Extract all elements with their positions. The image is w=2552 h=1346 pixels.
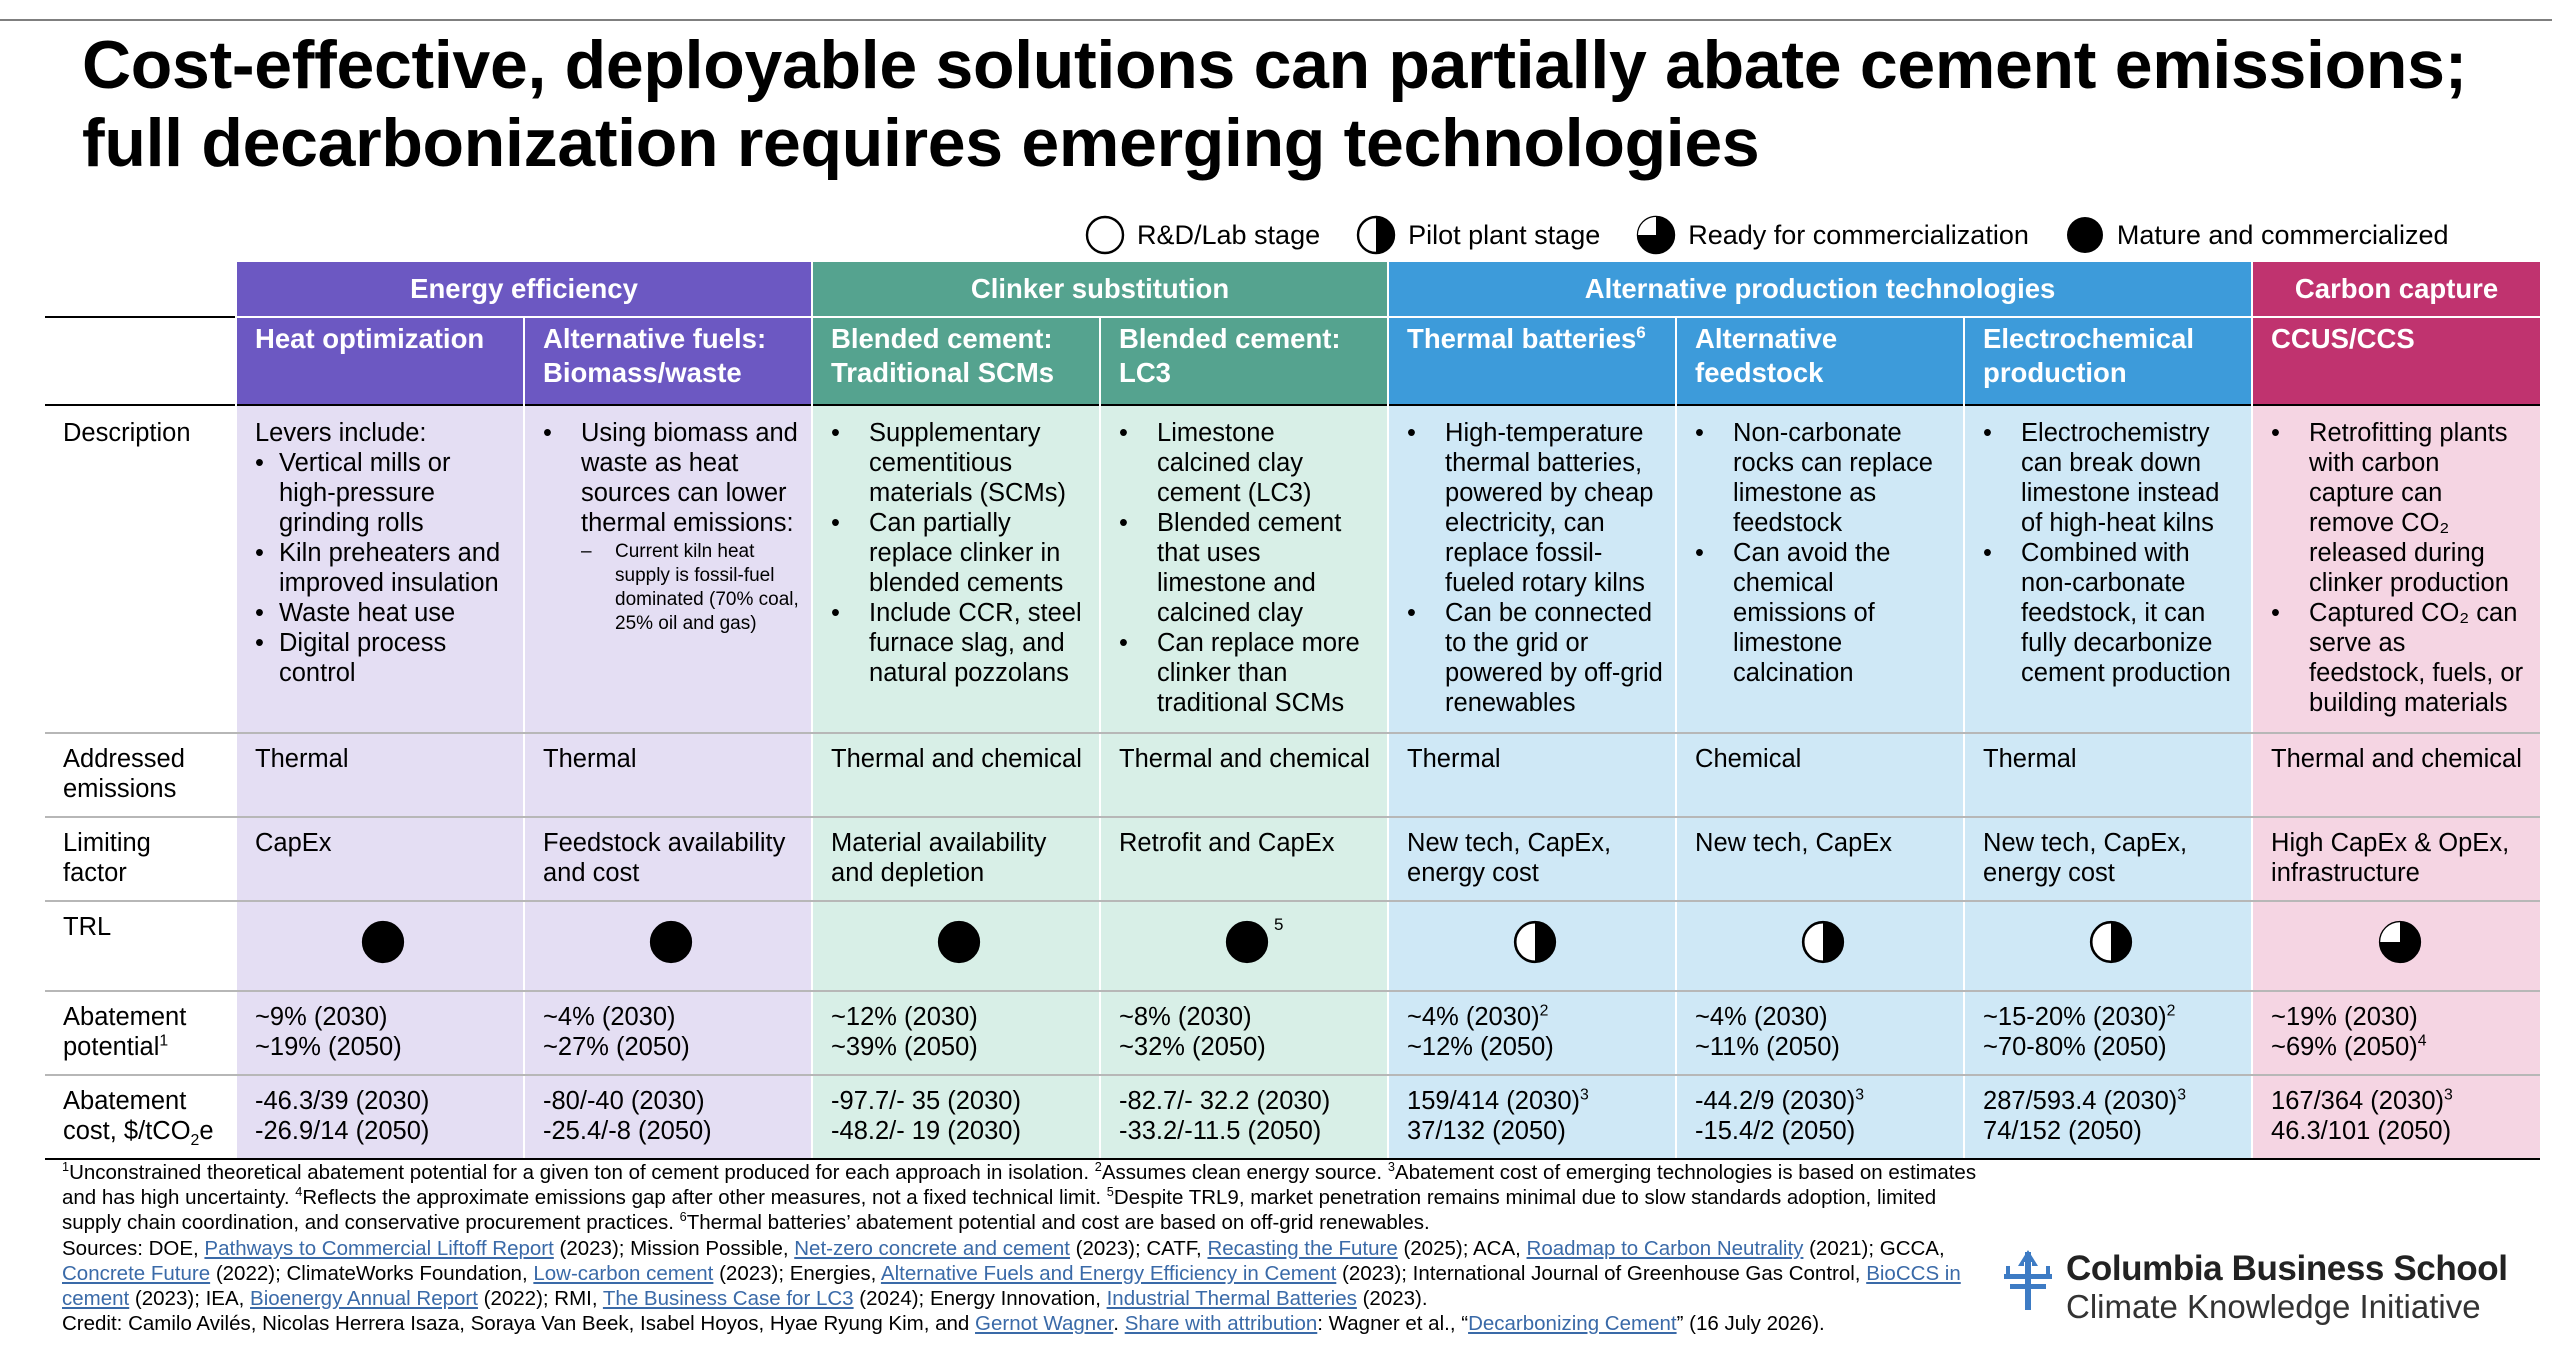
limiting-cell: High CapEx & OpEx, infrastructure	[2252, 817, 2540, 901]
description-cell: • Electrochemistry can break down limestone instead of high-heat kilns • Combined with non-carbonate feedstock, it can fully decarbonize cement production	[1964, 405, 2252, 733]
addressed-cell: Chemical	[1676, 733, 1964, 817]
trl-cell	[2252, 901, 2540, 991]
mature-stage-icon	[937, 920, 981, 964]
source-text: (2023); CATF,	[1069, 1236, 1208, 1260]
ready-stage-icon	[2378, 920, 2422, 964]
rd-stage-icon	[1085, 215, 1125, 255]
source-link[interactable]: BioCCS in cement	[62, 1261, 1961, 1311]
potential-cell: ~8% (2030) ~32% (2050)	[1100, 991, 1388, 1075]
cost-cell: -97.7/- 35 (2030) -48.2/- 19 (2030)	[812, 1075, 1100, 1159]
source-link[interactable]: The Business Case for LC3	[602, 1287, 854, 1311]
abatement-cost-row	[45, 1075, 2540, 1159]
pilot-stage-icon	[1513, 920, 1557, 964]
source-link[interactable]: Alternative Fuels and Energy Efficiency in Cement	[880, 1261, 1337, 1285]
cost-cell: -46.3/39 (2030) -26.9/14 (2050)	[236, 1075, 524, 1159]
column-header-row	[45, 317, 2540, 405]
legend-label: Pilot plant stage	[1408, 219, 1601, 250]
source-link[interactable]: Industrial Thermal Batteries	[1106, 1287, 1357, 1311]
sources-line	[62, 1236, 1982, 1312]
legend-item-mature	[2065, 215, 2449, 255]
row-label-limiting-factor: Limiting factor	[45, 817, 236, 901]
legend-item-rd	[1085, 215, 1320, 255]
limiting-cell: Material availability and depletion	[812, 817, 1100, 901]
potential-cell: ~9% (2030) ~19% (2050)	[236, 991, 524, 1075]
addressed-cell: Thermal and chemical	[1100, 733, 1388, 817]
trl-cell	[236, 901, 524, 991]
addressed-emissions-row	[45, 733, 2540, 817]
limiting-factor-row	[45, 817, 2540, 901]
description-cell: • Non-carbonate rocks can replace limestone as feedstock • Can avoid the chemical emissions of limestone calcination	[1676, 405, 1964, 733]
addressed-cell: Thermal	[524, 733, 812, 817]
source-text: .	[1113, 1312, 1125, 1336]
group-energy-efficiency: Energy efficiency	[236, 262, 812, 317]
source-text: (2023); International Journal of Greenhouse Gas Control,	[1336, 1261, 1867, 1285]
columbia-logo	[2000, 1250, 2508, 1326]
potential-cell: ~4% $(2030)^2$ ~12% (2050)	[1388, 991, 1676, 1075]
legend-label: R&D/Lab stage	[1137, 219, 1321, 250]
trl-footnote: 5	[1274, 915, 1284, 934]
source-text: (2022); ClimateWorks Foundation,	[210, 1261, 534, 1285]
source-text: ” (16 July 2026).	[1676, 1312, 1825, 1336]
group-carbon-capture: Carbon capture	[2252, 262, 2540, 317]
row-label-abatement-cost: Abatement cost, $/tCO$_2$e	[45, 1075, 236, 1159]
source-link[interactable]: Gernot Wagner	[975, 1312, 1114, 1336]
limiting-cell: New tech, CapEx, energy cost	[1388, 817, 1676, 901]
mature-stage-icon	[2065, 215, 2105, 255]
page-title: Cost-effective, deployable solutions can partially abate cement emissions; full decarbonization requires emerging technologies	[82, 27, 2467, 181]
abatement-potential-row	[45, 991, 2540, 1075]
description-cell: • High-temperature thermal batteries, powered by cheap electricity, can replace fossil-fueled rotary kilns • Can be connected to the grid or powered by off-grid renewables	[1388, 405, 1676, 733]
description-cell: Levers include: • Vertical mills or high-pressure grinding rolls • Kiln preheaters and improved insulation • Waste heat use • Digital process control	[236, 405, 524, 733]
solutions-table	[45, 262, 2540, 1160]
row-label-abatement-potential: Abatement potential$^1$	[45, 991, 236, 1075]
top-rule	[0, 19, 2552, 21]
potential-cell: ~4% (2030) ~11% (2050)	[1676, 991, 1964, 1075]
cost-cell: -82.7/- 32.2 (2030) -33.2/-11.5 (2050)	[1100, 1075, 1388, 1159]
source-link[interactable]: Decarbonizing Cement	[1468, 1312, 1677, 1336]
footnotes	[62, 1160, 1982, 1336]
trl-legend	[1085, 208, 2485, 262]
column-header-heat-optimization: Heat optimization	[236, 317, 524, 405]
potential-cell: ~12% (2030) ~39% (2050)	[812, 991, 1100, 1075]
column-header-alternative-feedstock: Alternative feedstock	[1676, 317, 1964, 405]
trl-cell	[1964, 901, 2252, 991]
logo-line-1: Columbia Business School	[2066, 1249, 2508, 1288]
group-alternative-production: Alternative production technologies	[1388, 262, 2252, 317]
limiting-cell: Retrofit and CapEx	[1100, 817, 1388, 901]
group-header-row	[45, 262, 2540, 317]
trl-cell	[524, 901, 812, 991]
pilot-stage-icon	[1801, 920, 1845, 964]
column-header-blended-scm: Blended cement: Traditional SCMs	[812, 317, 1100, 405]
description-cell: • Supplementary cementitious materials (SCMs) • Can partially replace clinker in blended cements • Include CCR, steel furnace slag, and natural pozzolans	[812, 405, 1100, 733]
legend-label: Ready for commercialization	[1688, 219, 2029, 250]
limiting-cell: New tech, CapEx, energy cost	[1964, 817, 2252, 901]
addressed-cell: Thermal	[1964, 733, 2252, 817]
limiting-cell: Feedstock availability and cost	[524, 817, 812, 901]
row-label-addressed-emissions: Addressed emissions	[45, 733, 236, 817]
addressed-cell: Thermal	[1388, 733, 1676, 817]
columbia-crown-icon	[2000, 1250, 2056, 1312]
row-label-description: Description	[45, 405, 236, 733]
source-link[interactable]: Roadmap to Carbon Neutrality	[1526, 1236, 1804, 1260]
source-text: (2021); GCCA,	[1803, 1236, 1945, 1260]
trl-cell	[1100, 901, 1388, 991]
potential-cell: ~4% (2030) ~27% (2050)	[524, 991, 812, 1075]
potential-cell: ~19% (2030) ~69% $(2050)^4$	[2252, 991, 2540, 1075]
column-header-alternative-fuels: Alternative fuels: Biomass/waste	[524, 317, 812, 405]
column-header-electrochemical: Electrochemical production	[1964, 317, 2252, 405]
source-text: (2023); IEA,	[129, 1287, 251, 1311]
row-label-trl: TRL	[45, 901, 236, 991]
cost-cell: -44.2/9 $(2030)^3$ -15.4/2 (2050)	[1676, 1075, 1964, 1159]
legend-item-pilot	[1356, 215, 1600, 255]
description-cell: • Retrofitting plants with carbon capture can remove CO₂ released during clinker production • Captured CO₂ can serve as feedstock, fuels, or building materials	[2252, 405, 2540, 733]
source-link[interactable]: Pathways to Commercial Liftoff Report	[204, 1236, 554, 1260]
source-link[interactable]: Bioenergy Annual Report	[250, 1287, 478, 1311]
trl-row	[45, 901, 2540, 991]
source-link[interactable]: Share with attribution	[1124, 1312, 1318, 1336]
source-link[interactable]: Recasting the Future	[1207, 1236, 1398, 1260]
addressed-cell: Thermal and chemical	[2252, 733, 2540, 817]
footnote-paragraph: $^1$Unconstrained theoretical abatement potential for a given ton of cement produced for each approach in isolation. $^2$Assumes clean energy source. $^3$Abatement cost of emerging technologies is based on estimates and has high uncertainty. $^4$Reflects the approximate emissions gap after other measures, not a fixed technical limit. $^5$Despite TRL9, market penetration remains minimal due to slow standards adoption, limited supply chain coordination, and conservative procurement practices. $^6$Thermal batteries’ abatement potential and cost are based on off-grid renewables.	[62, 1159, 1977, 1235]
source-link[interactable]: Low-carbon cement	[533, 1261, 714, 1285]
legend-label: Mature and commercialized	[2116, 219, 2449, 250]
cost-cell: -80/-40 (2030) -25.4/-8 (2050)	[524, 1075, 812, 1159]
limiting-cell: New tech, CapEx	[1676, 817, 1964, 901]
addressed-cell: Thermal	[236, 733, 524, 817]
source-text: (2023); Energies,	[713, 1261, 881, 1285]
column-header-blended-lc3: Blended cement: LC3	[1100, 317, 1388, 405]
trl-cell	[812, 901, 1100, 991]
mature-stage-icon	[361, 920, 405, 964]
cost-cell: 287/593.4 $(2030)^3$ 74/152 (2050)	[1964, 1075, 2252, 1159]
column-header-thermal-batteries: Thermal batteries$^6$	[1388, 317, 1676, 405]
credit-line	[62, 1311, 1982, 1336]
description-row	[45, 405, 2540, 733]
source-text: (2023).	[1356, 1287, 1428, 1311]
source-link[interactable]: Net-zero concrete and cement	[794, 1236, 1070, 1260]
pilot-stage-icon	[1356, 215, 1396, 255]
cost-cell: 159/414 $(2030)^3$ 37/132 (2050)	[1388, 1075, 1676, 1159]
potential-cell: ~15-20% $(2030)^2$ ~70-80% (2050)	[1964, 991, 2252, 1075]
ready-stage-icon	[1636, 215, 1676, 255]
source-text: (2024); Energy Innovation,	[853, 1287, 1107, 1311]
source-text: Sources: DOE,	[62, 1236, 205, 1260]
pilot-stage-icon	[2089, 920, 2133, 964]
description-cell: • Using biomass and waste as heat sources can lower thermal emissions: – Current kiln heat supply is fossil-fuel dominated (70% coal, 25% oil and gas)	[524, 405, 812, 733]
source-text: : Wagner et al., “	[1317, 1312, 1469, 1336]
group-clinker-substitution: Clinker substitution	[812, 262, 1388, 317]
cost-cell: 167/364 $(2030)^3$ 46.3/101 (2050)	[2252, 1075, 2540, 1159]
source-text: (2023); Mission Possible,	[553, 1236, 795, 1260]
trl-cell	[1388, 901, 1676, 991]
mature-stage-icon	[1225, 920, 1269, 964]
mature-stage-icon	[649, 920, 693, 964]
source-link[interactable]: Concrete Future	[62, 1261, 211, 1285]
source-text: (2022); RMI,	[477, 1287, 603, 1311]
source-text: Credit: Camilo Avilés, Nicolas Herrera Isaza, Soraya Van Beek, Isabel Hoyos, Hyae Ryung Kim, and	[62, 1312, 976, 1336]
logo-line-2: Climate Knowledge Initiative	[2066, 1288, 2481, 1325]
column-header-ccus: CCUS/CCS	[2252, 317, 2540, 405]
addressed-cell: Thermal and chemical	[812, 733, 1100, 817]
trl-cell	[1676, 901, 1964, 991]
limiting-cell: CapEx	[236, 817, 524, 901]
description-cell: • Limestone calcined clay cement (LC3) • Blended cement that uses limestone and calcined clay • Can replace more clinker than traditional SCMs	[1100, 405, 1388, 733]
source-text: (2025); ACA,	[1397, 1236, 1527, 1260]
legend-item-ready	[1636, 215, 2029, 255]
